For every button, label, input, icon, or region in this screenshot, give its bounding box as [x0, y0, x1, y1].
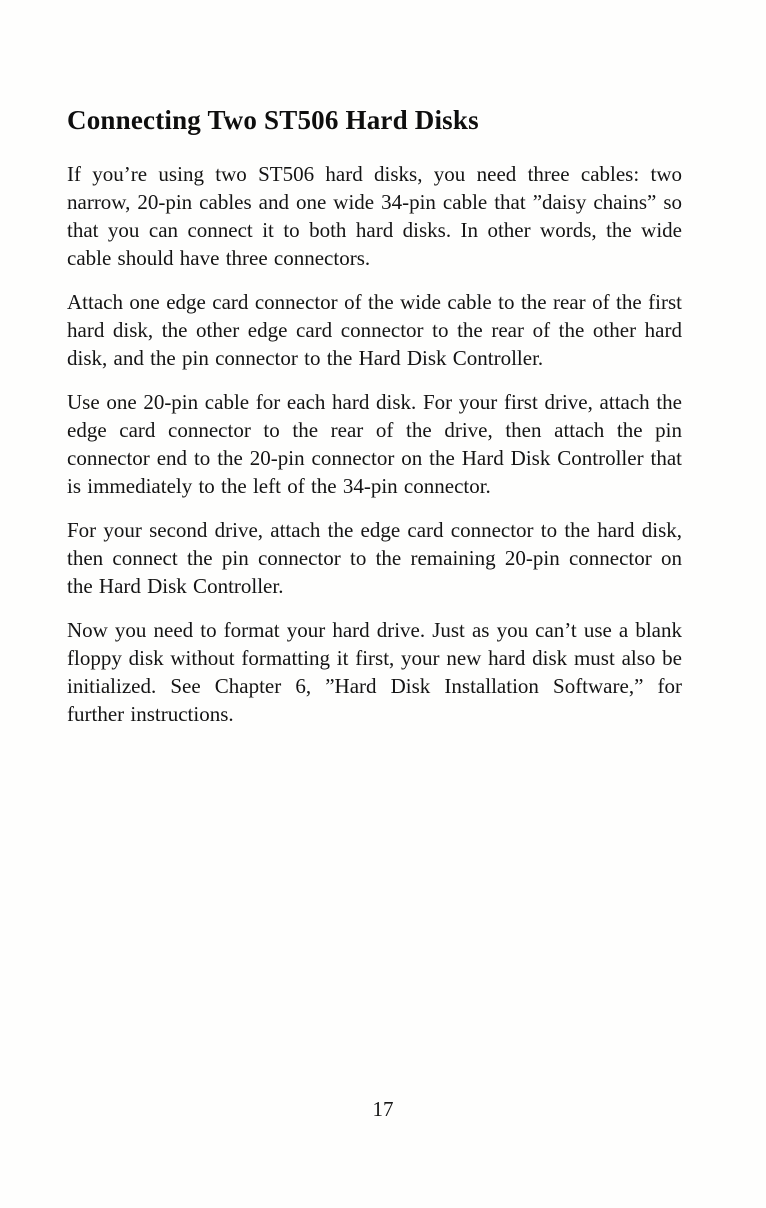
paragraph-2: Attach one edge card connector of the wide cable to the rear of the first hard disk, the other edge card connector to the rear of the other hard disk, and the pin connector to the Hard Disk Controller. [67, 290, 682, 370]
paragraph-5: Now you need to format your hard drive. Just as you can’t use a blank floppy disk without formatting it first, your new hard disk must also be initialized. See Chapter 6, ”Hard Disk Installation Software,” for further instructions. [67, 618, 682, 726]
page-number: 17 [372, 1097, 394, 1121]
page-title: Connecting Two ST506 Hard Disks [67, 105, 479, 135]
paragraph-4: For your second drive, attach the edge card connector to the hard disk, then connect the pin connector to the remaining 20-pin connector on the Hard Disk Controller. [67, 518, 682, 598]
paragraph-3: Use one 20-pin cable for each hard disk. For your first drive, attach the edge card connector to the rear of the drive, then attach the pin connector end to the 20-pin connector on the Hard Disk Controller that is immediately to the left of the 34-pin connector. [67, 390, 682, 498]
paragraph-1: If you’re using two ST506 hard disks, you need three cables: two narrow, 20-pin cables and one wide 34-pin cable that ”daisy chains” so that you can connect it to both hard disks. In other words, the wide cable should have three connectors. [67, 162, 682, 270]
page-content [67, 104, 682, 744]
